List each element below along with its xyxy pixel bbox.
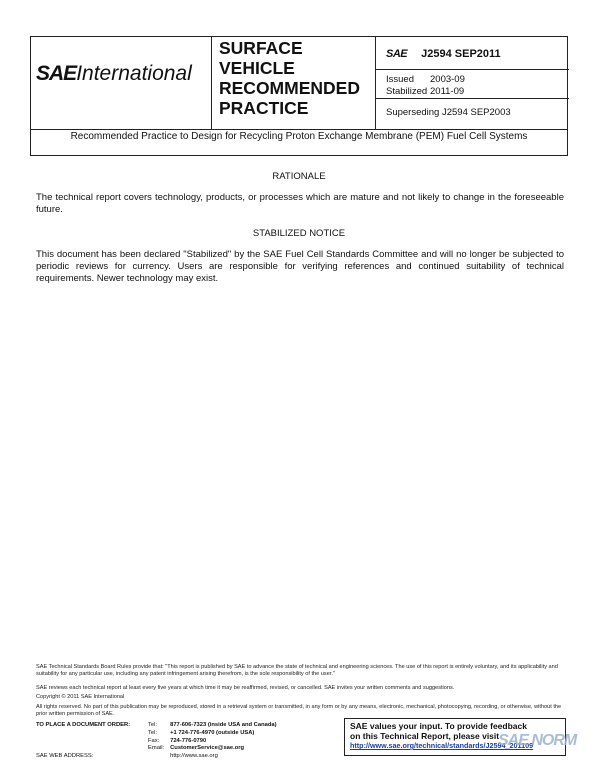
doc-type-line: PRACTICE <box>219 98 309 118</box>
superseding: Superseding J2594 SEP2003 <box>386 107 511 118</box>
tel-label: Tel: <box>148 722 158 728</box>
feedback-line: SAE values your input. To provide feedback <box>350 721 527 731</box>
email-link[interactable]: CustomerService@sae.org <box>170 745 245 752</box>
sae-mark: SAE <box>386 48 408 60</box>
docnum-rule <box>375 69 569 70</box>
header-rule <box>31 129 567 130</box>
document-dates <box>386 74 465 98</box>
stabilized-notice-heading: STABILIZED NOTICE <box>252 228 346 239</box>
fax-value: 724-776-0790 <box>170 737 207 744</box>
issued-label: Issued <box>386 74 414 85</box>
rationale-text: The technical report covers technology, products, or processes which are mature and not likely to change in the foreseeable future. <box>36 192 564 215</box>
issued-value: 2003-09 <box>430 74 465 85</box>
stabilized-label: Stabilized <box>386 86 428 97</box>
footer-policy: SAE Technical Standards Board Rules provide that: "This report is published by SAE to advance the state of technical and engineering sciences. The use of this report is entirely voluntary, and its applicability and suitability for any particular use, including any patent infringement arising therefrom, is the sole responsibility of the user." <box>36 664 558 678</box>
doc-type-line: SURFACE <box>219 38 303 58</box>
footer-review: SAE reviews each technical report at least every five years at which time it may be reaffirmed, revised, or cancelled. SAE invites your written comments and suggestions. <box>36 685 455 691</box>
footer-copyright: Copyright © 2011 SAE International <box>36 694 125 700</box>
stabilized-notice-text: This document has been declared "Stabilized" by the SAE Fuel Cell Standards Committee and will no longer be subjected to periodic reviews for currency. Users are responsible for verifying references and continued suitability of technical requirements. Newer technology may exist. <box>36 249 564 284</box>
web-link[interactable]: http://www.sae.org <box>170 753 218 760</box>
email-label: Email: <box>148 745 165 752</box>
document-type <box>219 38 360 118</box>
footer-rights: All rights reserved. No part of this publication may be reproduced, stored in a retrieval system or transmitted, in any form or by any means, electronic, mechanical, photocopying, recording, or otherwise, without the prior written permission of SAE. <box>36 704 562 718</box>
tel-inside: 877-606-7323 (inside USA and Canada) <box>170 722 277 728</box>
doc-number-value: J2594 SEP2011 <box>421 48 501 60</box>
order-info <box>36 722 283 761</box>
watermark: SAE NORM <box>498 732 577 749</box>
rationale-heading: RATIONALE <box>272 171 326 182</box>
tel-outside: +1 724-776-4970 (outside USA) <box>170 729 255 736</box>
tel-label: Tel: <box>148 729 158 736</box>
doc-type-line: VEHICLE <box>219 58 295 78</box>
sae-international-logo: SAEInternational <box>36 62 192 85</box>
header-divider-right <box>375 37 376 129</box>
feedback-link[interactable]: http://www.sae.org/technical/standards/J2594_201109 <box>350 741 534 750</box>
web-label: SAE WEB ADDRESS: <box>36 753 94 760</box>
dates-rule <box>375 98 569 99</box>
doc-type-line: RECOMMENDED <box>219 78 360 98</box>
order-label: TO PLACE A DOCUMENT ORDER: <box>36 722 131 728</box>
stabilized-value: 2011-09 <box>430 86 465 97</box>
feedback-line: on this Technical Report, please visit <box>350 731 500 741</box>
fax-label: Fax: <box>148 737 160 744</box>
document-title: Recommended Practice to Design for Recycling Proton Exchange Membrane (PEM) Fuel Cell Systems <box>70 131 528 142</box>
document-number <box>386 48 501 60</box>
header-divider-left <box>211 37 212 129</box>
